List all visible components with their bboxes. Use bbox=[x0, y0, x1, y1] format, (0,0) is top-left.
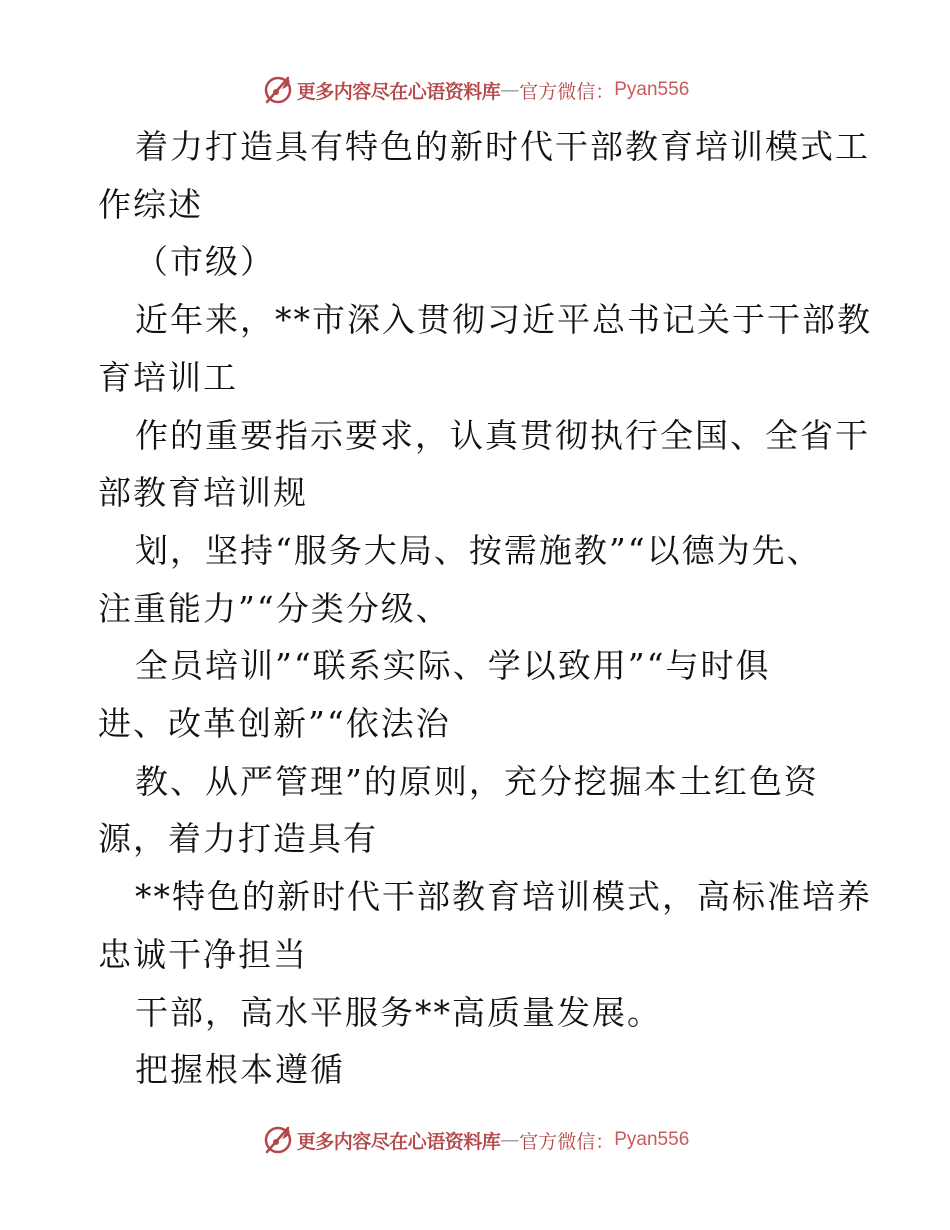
paragraph-line: 教、从严管理”的原则，充分挖掘本土红色资 bbox=[135, 761, 819, 801]
paragraph-line: 近年来，**市深入贯彻习近平总书记关于干部教 bbox=[135, 300, 872, 340]
paragraph-line: 忠诚干净担当 bbox=[98, 934, 308, 974]
document-body bbox=[98, 118, 872, 1099]
watermark-official-label: 官方微信： bbox=[519, 1130, 615, 1153]
paragraph-line: 注重能力”“分类分级、 bbox=[98, 588, 451, 628]
watermark-wechat-id: Pyan556 bbox=[614, 79, 690, 100]
watermark-wechat-id: Pyan556 bbox=[614, 1129, 690, 1150]
watermark-separator: — bbox=[500, 1129, 520, 1151]
paragraph-line: 作的重要指示要求，认真贯彻执行全国、全省干 bbox=[135, 415, 870, 455]
paragraph-line: 进、改革创新”“依法治 bbox=[98, 704, 451, 744]
title-line-2: 作综述 bbox=[98, 184, 203, 224]
watermark-brand: 更多内容尽在心语资料库 bbox=[296, 1130, 501, 1153]
paragraph-line: 干部，高水平服务**高质量发展。 bbox=[135, 992, 662, 1032]
watermark-separator: — bbox=[500, 79, 520, 101]
feather-pen-logo-icon bbox=[261, 1123, 295, 1157]
watermark-header bbox=[0, 72, 950, 108]
title-line-1: 着力打造具有特色的新时代干部教育培训模式工 bbox=[135, 127, 870, 166]
paragraph-line: 全员培训”“联系实际、学以致用”“与时俱 bbox=[135, 646, 771, 686]
watermark-brand: 更多内容尽在心语资料库 bbox=[296, 80, 501, 103]
paragraph-line: 划，坚持“服务大局、按需施教”“以德为先、 bbox=[135, 530, 822, 570]
paragraph-line: 育培训工 bbox=[98, 357, 238, 397]
feather-pen-logo-icon bbox=[261, 73, 295, 107]
paragraph-line: 部教育培训规 bbox=[98, 473, 308, 513]
paragraph-line: **特色的新时代干部教育培训模式，高标准培养 bbox=[135, 877, 872, 917]
level-label: （市级） bbox=[135, 242, 275, 282]
paragraph-line: 源，着力打造具有 bbox=[98, 819, 378, 859]
watermark-footer bbox=[0, 1122, 950, 1158]
watermark-official-label: 官方微信： bbox=[519, 80, 615, 103]
section-heading: 把握根本遵循 bbox=[135, 1050, 345, 1090]
